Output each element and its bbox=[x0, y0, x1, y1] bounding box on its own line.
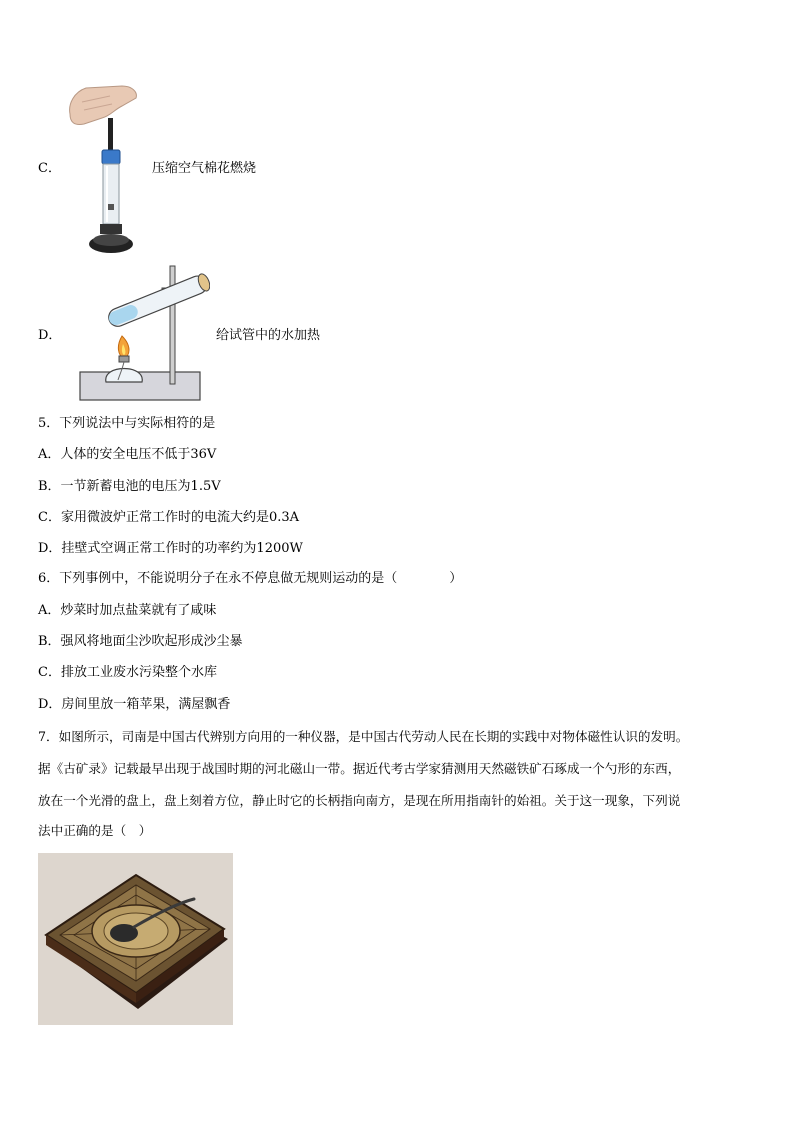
test-tube-heating-figure bbox=[78, 264, 210, 404]
question-6-option-d: D．房间里放一箱苹果，满屋飘香 bbox=[38, 697, 231, 712]
question-7-line-3: 放在一个光滑的盘上，盘上刻着方位，静止时它的长柄指向南方，是现在所用指南针的始祖。关于这一现象，下列说 bbox=[38, 793, 681, 808]
option-c-caption: 压缩空气棉花燃烧 bbox=[152, 161, 257, 176]
question-6-option-b: B．强风将地面尘沙吹起形成沙尘暴 bbox=[38, 634, 243, 649]
option-c-letter: C． bbox=[38, 161, 61, 176]
question-5-option-a: A．人体的安全电压不低于36V bbox=[38, 447, 217, 462]
question-5-option-c: C．家用微波炉正常工作时的电流大约是0.3A bbox=[38, 510, 300, 525]
question-5-option-b: B．一节新蓄电池的电压为1.5V bbox=[38, 479, 221, 494]
question-6-stem: 6．下列事例中，不能说明分子在永不停息做无规则运动的是（ ） bbox=[38, 571, 463, 586]
question-5-stem: 5．下列说法中与实际相符的是 bbox=[38, 416, 216, 431]
question-7-line-4: 法中正确的是（ ） bbox=[38, 823, 152, 838]
question-7-line-1: 7．如图所示，司南是中国古代辨别方向用的一种仪器，是中国古代劳动人民在长期的实践中对物体磁性认识的发明。 bbox=[38, 729, 689, 744]
question-6-option-a: A．炒菜时加点盐菜就有了咸味 bbox=[38, 603, 217, 618]
question-6-option-c: C．排放工业废水污染整个水库 bbox=[38, 665, 217, 680]
air-compression-figure bbox=[62, 84, 142, 259]
question-5-option-d: D．挂壁式空调正常工作时的功率约为1200W bbox=[38, 541, 303, 556]
option-d-caption: 给试管中的水加热 bbox=[216, 328, 321, 343]
question-7-line-2: 据《古矿录》记载最早出现于战国时期的河北磁山一带。据近代考古学家猜测用天然磁铁矿石琢成一个勺形的东西， bbox=[38, 761, 681, 776]
option-d-letter: D． bbox=[38, 328, 62, 343]
sinan-compass-photo bbox=[38, 853, 233, 1025]
